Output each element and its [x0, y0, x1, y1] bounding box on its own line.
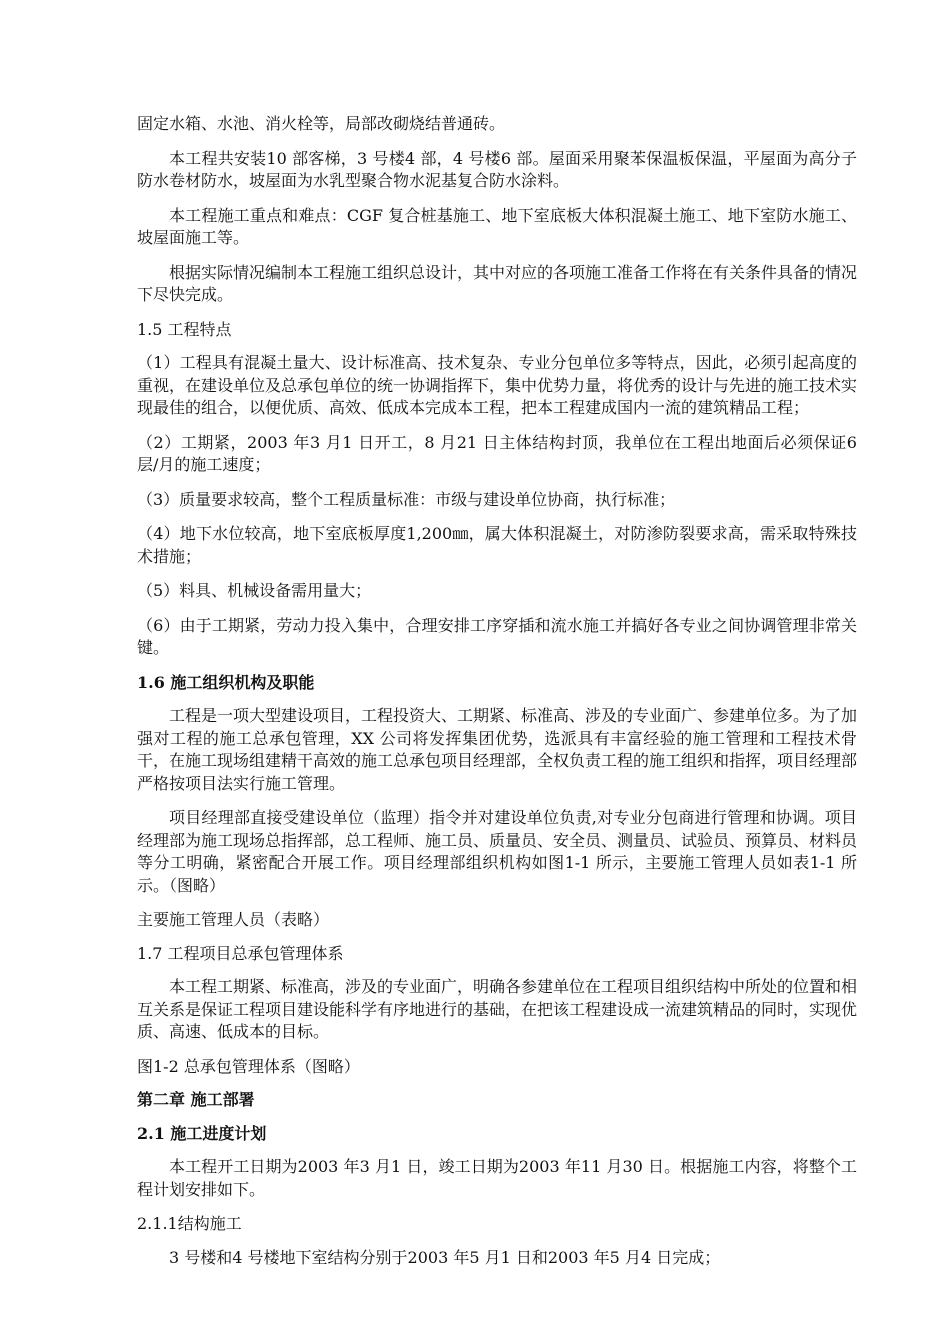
paragraph-structure-construction: 3 号楼和4 号楼地下室结构分别于2003 年5 月1 日和2003 年5 月4 日完成； [169, 1247, 721, 1267]
feature-item-2: （2）工期紧，2003 年3 月1 日开工，8 月21 日主体结构封顶，我单位在工程出地面后必须保证6 层/月的施工速度； [137, 432, 857, 474]
feature-item-4: （4）地下水位较高，地下室底板厚度1,200㎜，属大体积混凝土，对防渗防裂要求高，需采取特殊技术措施； [137, 524, 857, 566]
paragraph-elevators: 本工程共安装10 部客梯，3 号楼4 部，4 号楼6 部。屋面采用聚苯保温板保温，平屋面为高分子防水卷材防水，坡屋面为水乳型聚合物水泥基复合防水涂料。 [137, 148, 857, 190]
paragraph-key-difficulties: 本工程施工重点和难点：CGF 复合桩基施工、地下室底板大体积混凝土施工、地下室防水施工、坡屋面施工等。 [137, 205, 857, 247]
section-heading-2-1: 2.1 施工进度计划 [137, 1123, 267, 1143]
paragraph-management-system: 本工程工期紧、标准高，涉及的专业面广，明确各参建单位在工程项目组织结构中所处的位置和相互关系是保证工程项目建设能科学有序地进行的基础，在把该工程建设成一流建筑精品的同时，实现优质、高速、低成本的目标。 [137, 977, 858, 1041]
feature-item-1: （1）工程具有混凝土量大、设计标准高、技术复杂、专业分包单位多等特点，因此，必须引起高度的重视，在建设单位及总承包单位的统一协调指挥下，集中优势力量，将优秀的设计与先进的施工技术实现最佳的组合，以便优质、高效、低成本完成本工程，把本工程建成国内一流的建筑精品工程； [137, 353, 858, 417]
chapter-heading-2: 第二章 施工部署 [137, 1090, 255, 1109]
document-body [137, 113, 857, 1281]
feature-item-6: （6）由于工期紧，劳动力投入集中，合理安排工序穿插和流水施工并搞好各专业之间协调管理非常关键。 [137, 615, 857, 657]
section-heading-1-6: 1.6 施工组织机构及职能 [137, 672, 315, 692]
subsection-heading-2-1-1: 2.1.1结构施工 [137, 1214, 242, 1233]
feature-item-3: （3）质量要求较高，整个工程质量标准：市级与建设单位协商，执行标准； [137, 489, 676, 509]
figure-caption-1-2: 图1-2 总承包管理体系（图略） [137, 1056, 360, 1076]
paragraph-water-tank: 固定水箱、水池、消火栓等，局部改砌烧结普通砖。 [137, 114, 506, 133]
paragraph-schedule: 本工程开工日期为2003 年3 月1 日，竣工日期为2003 年11 月30 日。根据施工内容，将整个工程计划安排如下。 [137, 1157, 857, 1199]
table-caption-personnel: 主要施工管理人员（表略） [137, 910, 330, 929]
section-heading-1-5: 1.5 工程特点 [137, 319, 232, 339]
paragraph-organization: 工程是一项大型建设项目，工程投资大、工期紧、标准高、涉及的专业面广、参建单位多。为了加强对工程的施工总承包管理，XX 公司将发挥集团优势，选派具有丰富经验的施工管理和工程技术骨干，在施工现场组建精干高效的施工总承包项目经理部，全权负责工程的施工组织和指挥，项目经理部严格按项目法实行施工管理。 [137, 706, 858, 793]
section-heading-1-7: 1.7 工程项目总承包管理体系 [137, 943, 344, 963]
feature-item-5: （5）料具、机械设备需用量大； [137, 581, 372, 600]
paragraph-preparation: 根据实际情况编制本工程施工组织总设计，其中对应的各项施工准备工作将在有关条件具备的情况下尽快完成。 [137, 262, 858, 304]
paragraph-project-department: 项目经理部直接受建设单位（监理）指令并对建设单位负责,对专业分包商进行管理和协调。项目经理部为施工现场总指挥部，总工程师、施工员、质量员、安全员、测量员、试验员、预算员、材料员等分工明确，紧密配合开展工作。项目经理部组织机构如图1-1 所示，主要施工管理人员如表1-1 所示。（图略） [137, 808, 858, 895]
